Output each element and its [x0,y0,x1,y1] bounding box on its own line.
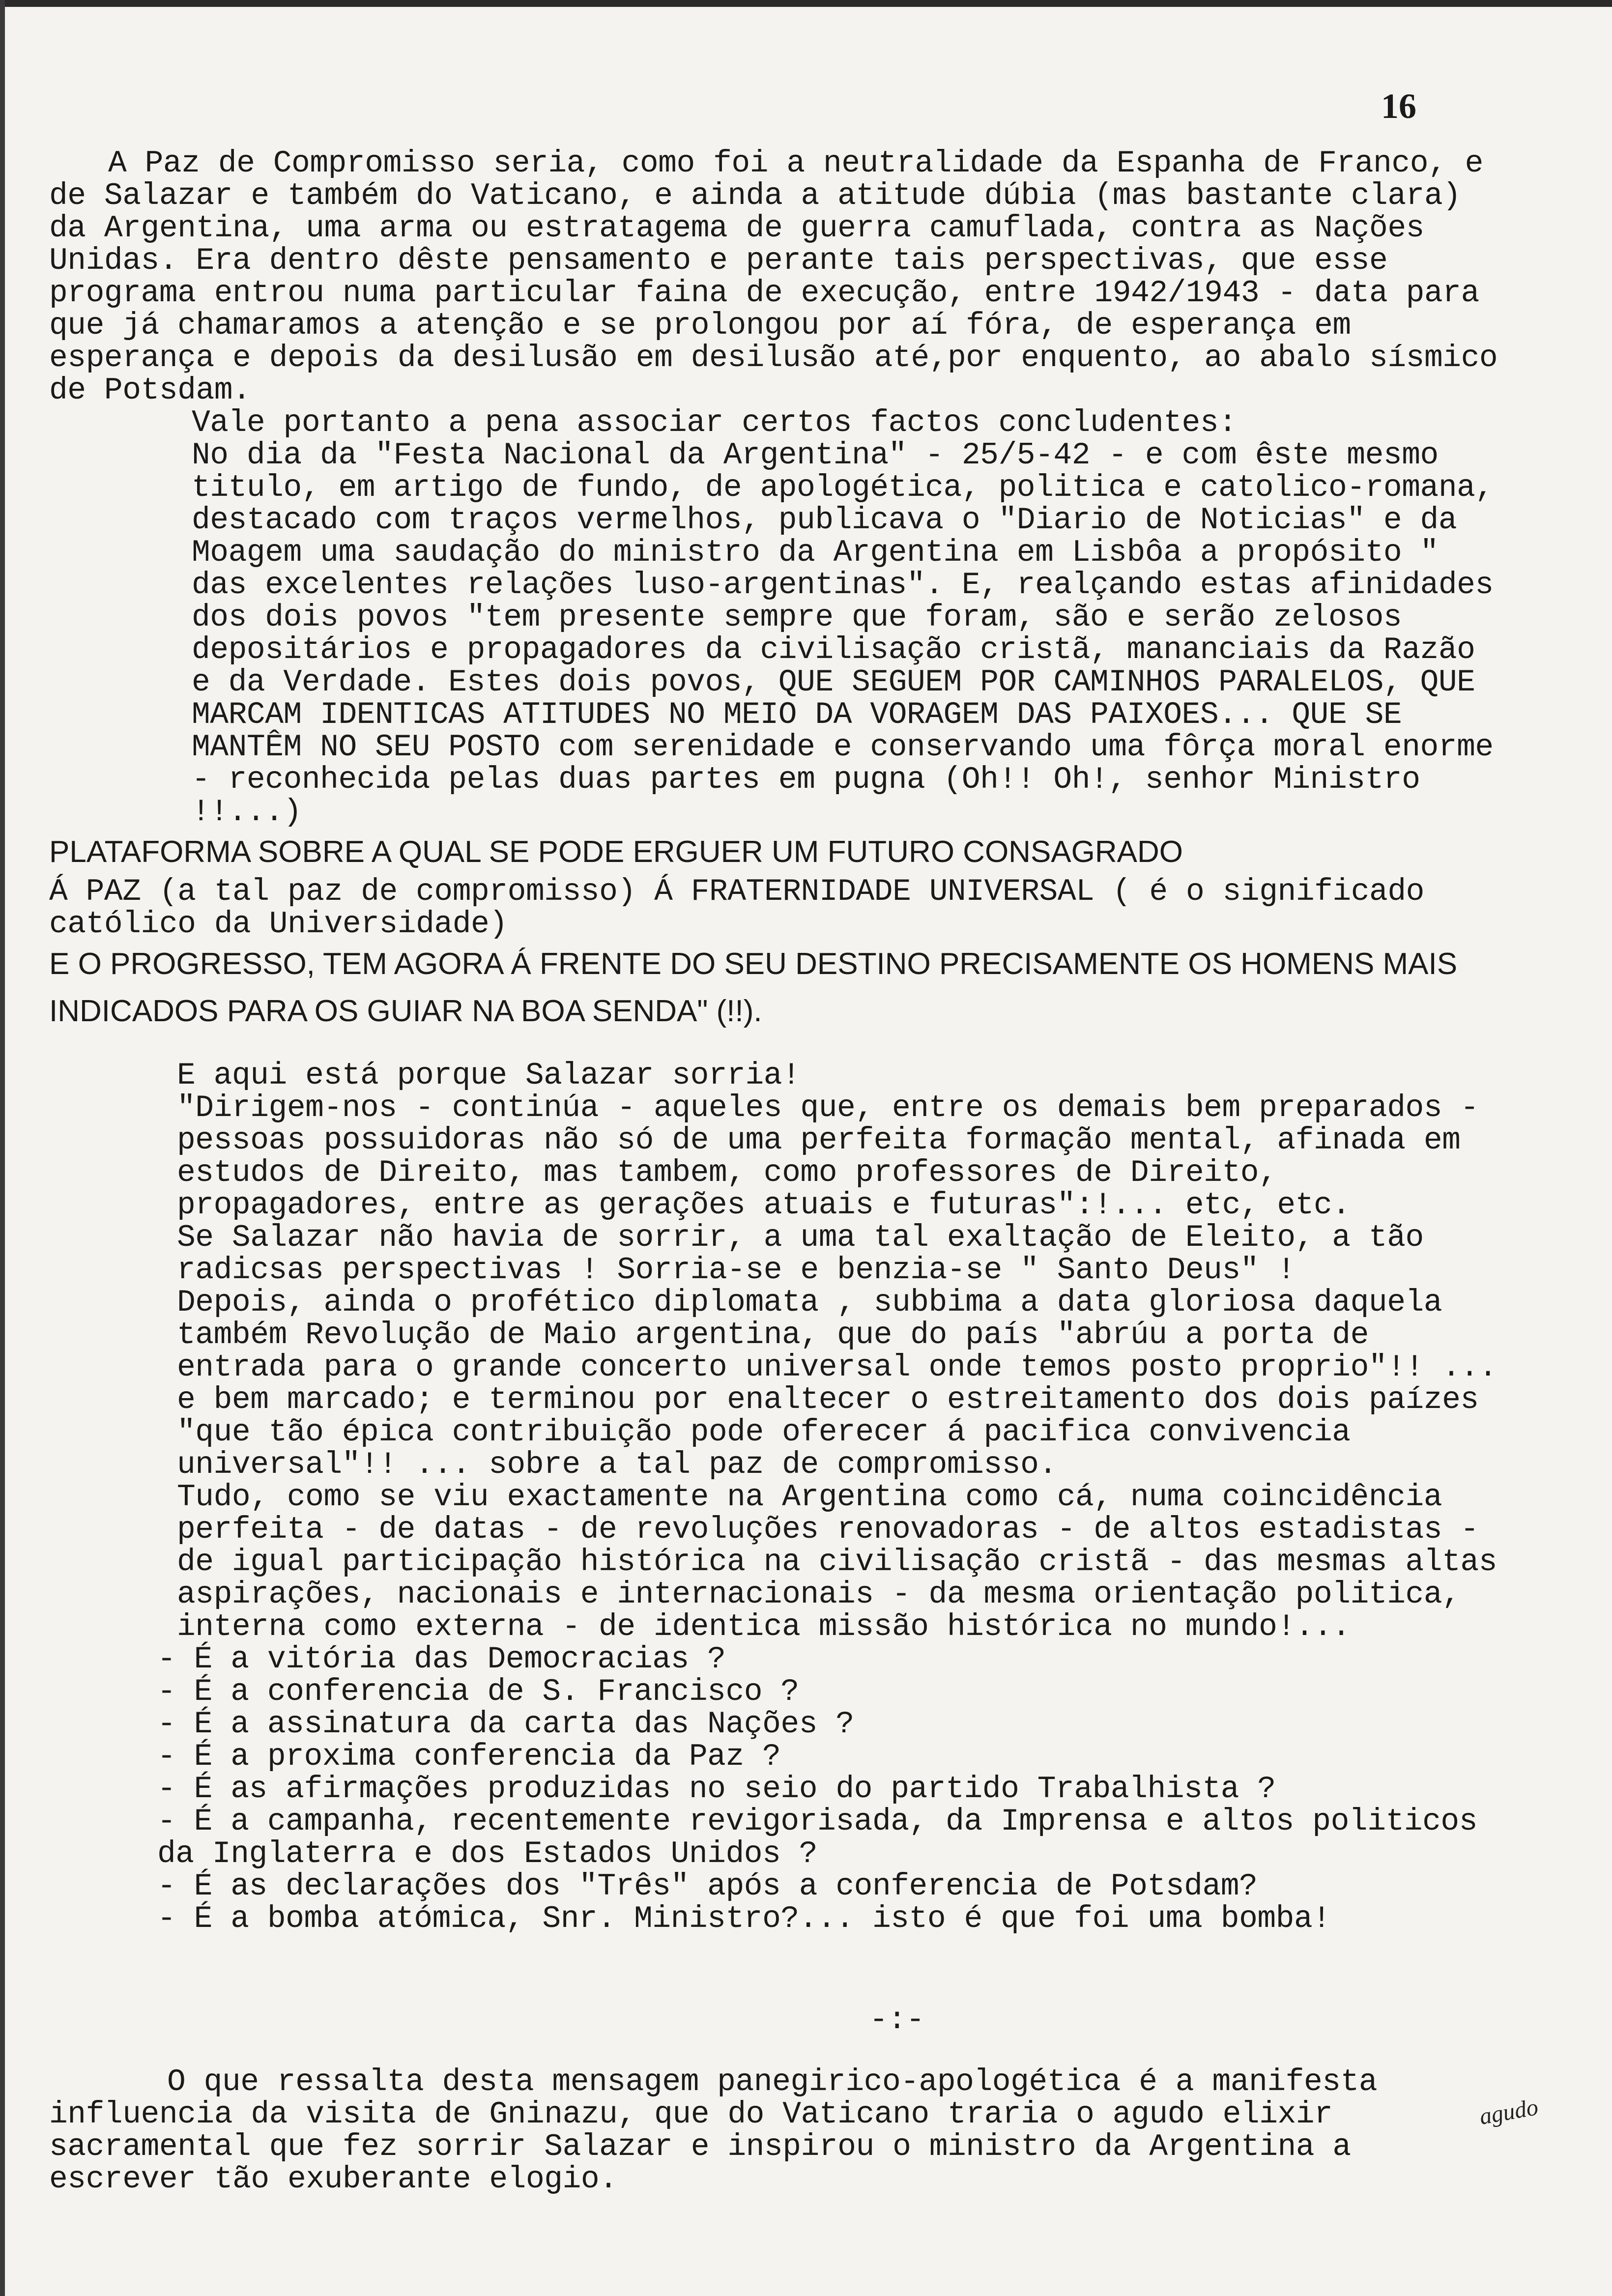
list-item: - É a assinatura da carta das Nações ? [157,1707,854,1742]
list-item: - É a conferencia de S. Francisco ? [157,1674,799,1709]
list-item: - É a campanha, recentemente revigorisada, da Imprensa e altos politicos da Inglaterra e dos Estados Unidos ? [157,1804,1478,1871]
paragraph-conclusion: O que ressalta desta mensagem panegirico-apologética é a manifesta influencia da visita de Gninazu, que do Vaticano traria o agudo elixir sacramental que fez sorrir Salazar e inspirou o ministro da Argentina a escrever tão exuberante elogio. [49,2065,1378,2197]
paragraph-coincidence: Tudo, como se viu exactamente na Argentina como cá, numa coincidência perfeita - de datas - de revoluções renovadoras - de altos estadistas - de igual participação histórica na civilisação cristã - das mesmas altas aspirações, nacionais e internacionais - da mesma orientação politica, interna como externa - de identica missão histórica no mundo!... [177,1480,1497,1644]
paragraph-facts-intro: Vale portanto a pena associar certos factos concludentes: [192,405,1237,440]
paragraph-salazar-exaltation: Se Salazar não havia de sorrir, a uma tal exaltação de Eleito, a tão radicsas perspectivas ! Sorria-se e benzia-se " Santo Deus" ! [177,1220,1424,1288]
list-item: - É a proxima conferencia da Paz ? [157,1739,781,1774]
caps-platform-line: PLATAFORMA SOBRE A QUAL SE PODE ERGUER UM FUTURO CONSAGRADO [49,835,1183,869]
list-item: - É as afirmações produzidas no seio do partido Trabalhista ? [157,1772,1276,1807]
paragraph-salazar-smiled: E aqui está porque Salazar sorria! [177,1058,801,1093]
page-edge-left [0,0,5,2296]
section-separator: -:- [869,2003,924,2038]
question-list [49,1643,1499,1935]
list-item: - É as declarações dos "Três" após a conferencia de Potsdam? [157,1869,1258,1904]
list-item: - É a bomba atómica, Snr. Ministro?... isto é que foi uma bomba! [157,1901,1331,1936]
page-number: 16 [1381,86,1416,126]
document-body [49,147,1499,2196]
paragraph-compromise-peace: A Paz de Compromisso seria, como foi a neutralidade da Espanha de Franco, e de Salazar e também do Vaticano, e ainda a atitude dúbia (mas bastante clara) da Argentina, uma arma ou estratagema de guerra camuflada, contra as Nações Unidas. Era dentro dêste pensamento e perante tais perspectivas, que esse programa entrou numa particular faina de execução, entre 1942/1943 - data para que já chamaramos a atenção e se prolongou por aí fóra, de esperança em esperança e depois da desilusão em desilusão até,por enquento, ao abalo sísmico de Potsdam. [49,146,1498,408]
page-edge-top [0,0,1612,7]
paragraph-peace-fraternity: Á PAZ (a tal paz de compromisso) Á FRATERNIDADE UNIVERSAL ( é o significado católico da Universidade) [49,874,1424,942]
handwritten-margin-note: agudo [1477,2094,1540,2130]
list-item: - É a vitória das Democracias ? [157,1642,726,1677]
paragraph-prophetic-diplomat: Depois, ainda o profético diplomata , subbima a data gloriosa daquela também Revolução de Maio argentina, que do país "abrúu a porta de entrada para o grande concerto universal onde temos posto proprio"!! ... e bem marcado; e terminou por enaltecer o estreitamento dos dois paízes "que tão épica contribuição pode oferecer á pacifica convivencia universal"!! ... sobre a tal paz de compromisso. [177,1285,1497,1482]
paragraph-direct-us: "Dirigem-nos - continúa - aqueles que, entre os demais bem preparados - pessoas possuidoras não só de uma perfeita formação mental, afinada em estudos de Direito, mas tambem, como professores de Direito, propagadores, entre as gerações atuais e futuras":!... etc, etc. [177,1091,1479,1223]
paragraph-argentina-day: No dia da "Festa Nacional da Argentina" - 25/5-42 - e com êste mesmo titulo, em artigo de fundo, de apologética, politica e catolico-romana, destacado com traços vermelhos, publicava o "Diario de Noticias" e da Moagem uma saudação do ministro da Argentina em Lisbôa a propósito " das excelentes relações luso-argentinas". E, realçando estas afinidades dos dois povos "tem presente sempre que foram, são e serão zelosos depositários e propagadores da civilisação cristã, mananciais da Razão e da Verdade. Estes dois povos, QUE SEGUEM POR CAMINHOS PARALELOS, QUE MARCAM IDENTICAS ATITUDES NO MEIO DA VORAGEM DAS PAIXOES... QUE SE MANTÊM NO SEU POSTO com serenidade e conservando uma fôrça moral enorme - reconhecida pelas duas partes em pugna (Oh!! Oh!, senhor Ministro !!...) [192,438,1494,830]
caps-progress-line: E O PROGRESSO, TEM AGORA Á FRENTE DO SEU DESTINO PRECISAMENTE OS HOMENS MAIS INDICADOS PARA OS GUIAR NA BOA SENDA" (!!). [49,947,1458,1028]
